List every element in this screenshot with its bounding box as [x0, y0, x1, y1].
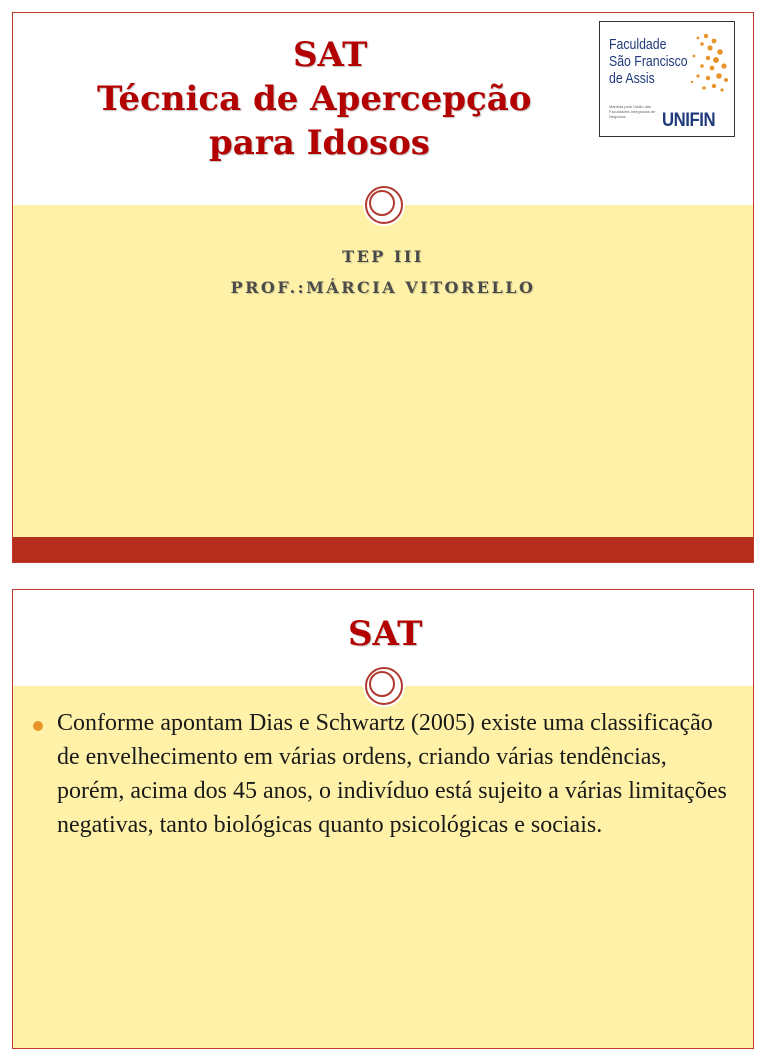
slide-footer-bar	[13, 537, 753, 563]
slide-2	[12, 589, 754, 1049]
title-line: para Idosos	[209, 123, 430, 163]
title-line: Técnica de Apercepção	[97, 79, 532, 119]
bullet-list	[13, 706, 753, 842]
course-label: TEP III	[342, 247, 424, 266]
circle-ornament-icon	[363, 665, 405, 707]
logo-dots-icon	[672, 32, 732, 112]
slide-2-body	[13, 686, 753, 1049]
bullet-text: Conforme apontam Dias e Schwartz (2005) existe uma classificação de envelhecimento em várias ordens, criando várias tendências, porém, acima dos 45 anos, o indivíduo está sujeito a várias limitações negativas, tanto biológicas quanto psicológicas e sociais.	[57, 710, 727, 838]
logo-text-line: de Assis	[609, 70, 655, 87]
slide-1	[12, 12, 754, 563]
professor-label: PROF.:MÁRCIA VITORELLO	[230, 278, 536, 297]
bullet-icon	[33, 721, 43, 731]
slide-1-header	[13, 13, 753, 205]
logo-text-line: São Francisco	[609, 53, 688, 70]
logo-tagline: Mantida pela União das Faculdades Integradas de Negócios	[609, 104, 656, 119]
logo-brand: UNIFIN	[662, 110, 716, 131]
circle-ornament-icon	[363, 184, 405, 226]
list-item	[13, 706, 753, 842]
institution-logo	[599, 21, 735, 137]
slide-2-title: SAT	[348, 614, 423, 654]
title-line: SAT	[293, 35, 368, 75]
logo-text-line: Faculdade	[609, 36, 667, 53]
slide-1-body	[13, 205, 753, 537]
